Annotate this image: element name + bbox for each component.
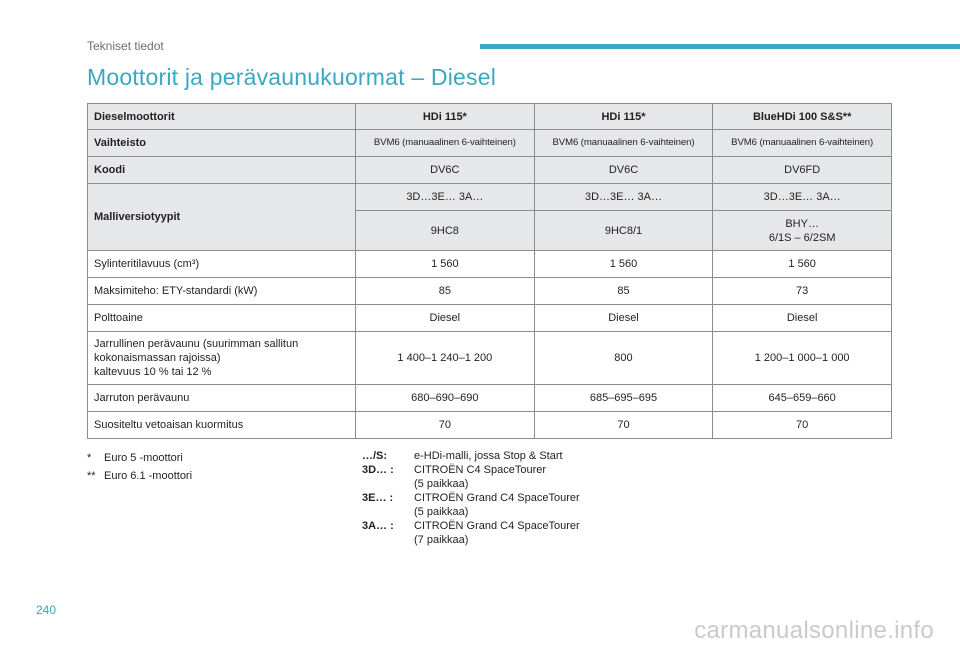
table-cell: BVM6 (manuaalinen 6-vaihteinen): [713, 130, 892, 157]
table-cell: 70: [534, 412, 713, 439]
table-row: [88, 332, 892, 385]
legend-line: (7 paikkaa): [414, 534, 469, 546]
legend-value: [414, 463, 614, 491]
table-cell: DV6C: [534, 157, 713, 184]
cell-line: 6/1S – 6/2SM: [768, 231, 836, 244]
version-legend: [362, 449, 614, 547]
legend-key: 3A… :: [362, 520, 394, 532]
watermark: carmanualsonline.info: [694, 617, 934, 644]
table-cell: 73: [713, 278, 892, 305]
table-cell: BVM6 (manuaalinen 6-vaihteinen): [534, 130, 713, 157]
table-row: [88, 251, 892, 278]
table-cell: 800: [534, 332, 713, 385]
table-cell: 70: [356, 412, 535, 439]
footnote-mark: **: [87, 470, 96, 482]
table-row: [88, 278, 892, 305]
table-cell: 85: [356, 278, 535, 305]
row-label: Vaihteisto: [88, 130, 356, 157]
legend-value: [414, 519, 614, 547]
table-cell: 1 560: [534, 251, 713, 278]
table-cell: 685–695–695: [534, 385, 713, 412]
legend-line: e-HDi-malli, jossa Stop & Start: [414, 450, 563, 462]
legend-item: [362, 449, 614, 463]
row-label: Koodi: [88, 157, 356, 184]
table-cell: 3D…3E… 3A…: [356, 184, 535, 211]
table-cell: 9HC8: [356, 211, 535, 251]
footnote: [87, 449, 192, 467]
legend-item: [362, 463, 614, 491]
legend-line: CITROËN Grand C4 SpaceTourer: [414, 492, 580, 504]
row-label: Sylinteritilavuus (cm³): [88, 251, 356, 278]
table-cell: Diesel: [356, 305, 535, 332]
table-cell: 9HC8/1: [534, 211, 713, 251]
table-cell: 1 560: [713, 251, 892, 278]
table-cell: BVM6 (manuaalinen 6-vaihteinen): [356, 130, 535, 157]
table-cell: Diesel: [534, 305, 713, 332]
table-row: [88, 385, 892, 412]
row-label: [88, 332, 356, 385]
page-number: 240: [36, 603, 57, 617]
legend-line: (5 paikkaa): [414, 506, 469, 518]
label-line: kokonaismassan rajoissa): [94, 352, 221, 364]
legend-value: [414, 491, 614, 519]
table-cell: 85: [534, 278, 713, 305]
section-bar: [480, 44, 960, 49]
section-label: Tekniset tiedot: [87, 39, 164, 53]
row-label: Jarruton perävaunu: [88, 385, 356, 412]
legend-key: 3D… :: [362, 464, 394, 476]
table-cell: 680–690–690: [356, 385, 535, 412]
table-cell: 645–659–660: [713, 385, 892, 412]
table-cell: BlueHDi 100 S&S**: [713, 104, 892, 130]
engine-spec-table: [87, 103, 892, 439]
row-label: Maksimiteho: ETY-standardi (kW): [88, 278, 356, 305]
table-cell: HDi 115*: [356, 104, 535, 130]
table-row: [88, 184, 892, 211]
row-label: Polttoaine: [88, 305, 356, 332]
footnotes: [87, 449, 192, 485]
table-cell: 3D…3E… 3A…: [534, 184, 713, 211]
cell-line: BHY…: [785, 217, 819, 230]
legend-value: [414, 449, 614, 463]
row-label: Suositeltu vetoaisan kuormitus: [88, 412, 356, 439]
table-cell: Diesel: [713, 305, 892, 332]
footnote-text: Euro 5 -moottori: [104, 452, 183, 464]
table-cell: 70: [713, 412, 892, 439]
table-cell: 3D…3E… 3A…: [713, 184, 892, 211]
footnote: [87, 467, 192, 485]
legend-line: CITROËN Grand C4 SpaceTourer: [414, 520, 580, 532]
row-label: Malliversiotyypit: [88, 184, 356, 251]
page-title: Moottorit ja perävaunukuormat – Diesel: [87, 64, 497, 90]
label-line: kaltevuus 10 % tai 12 %: [94, 366, 212, 378]
table-cell: HDi 115*: [534, 104, 713, 130]
table-cell: [713, 211, 892, 251]
table-row: [88, 130, 892, 157]
table-cell: DV6C: [356, 157, 535, 184]
legend-item: [362, 491, 614, 519]
legend-key: …/S:: [362, 450, 388, 462]
table-row: [88, 157, 892, 184]
footnote-mark: *: [87, 452, 92, 464]
table-cell: 1 400–1 240–1 200: [356, 332, 535, 385]
table-row: [88, 104, 892, 130]
table-cell: 1 560: [356, 251, 535, 278]
table-row: [88, 305, 892, 332]
footnote-text: Euro 6.1 -moottori: [104, 470, 193, 482]
legend-line: (5 paikkaa): [414, 478, 469, 490]
table-row: [88, 412, 892, 439]
legend-item: [362, 519, 614, 547]
legend-line: CITROËN C4 SpaceTourer: [414, 464, 547, 476]
legend-key: 3E… :: [362, 492, 394, 504]
label-line: Jarrullinen perävaunu (suurimman sallitun: [94, 338, 299, 350]
table-cell: 1 200–1 000–1 000: [713, 332, 892, 385]
row-label: Dieselmoottorit: [88, 104, 356, 130]
table-cell: DV6FD: [713, 157, 892, 184]
